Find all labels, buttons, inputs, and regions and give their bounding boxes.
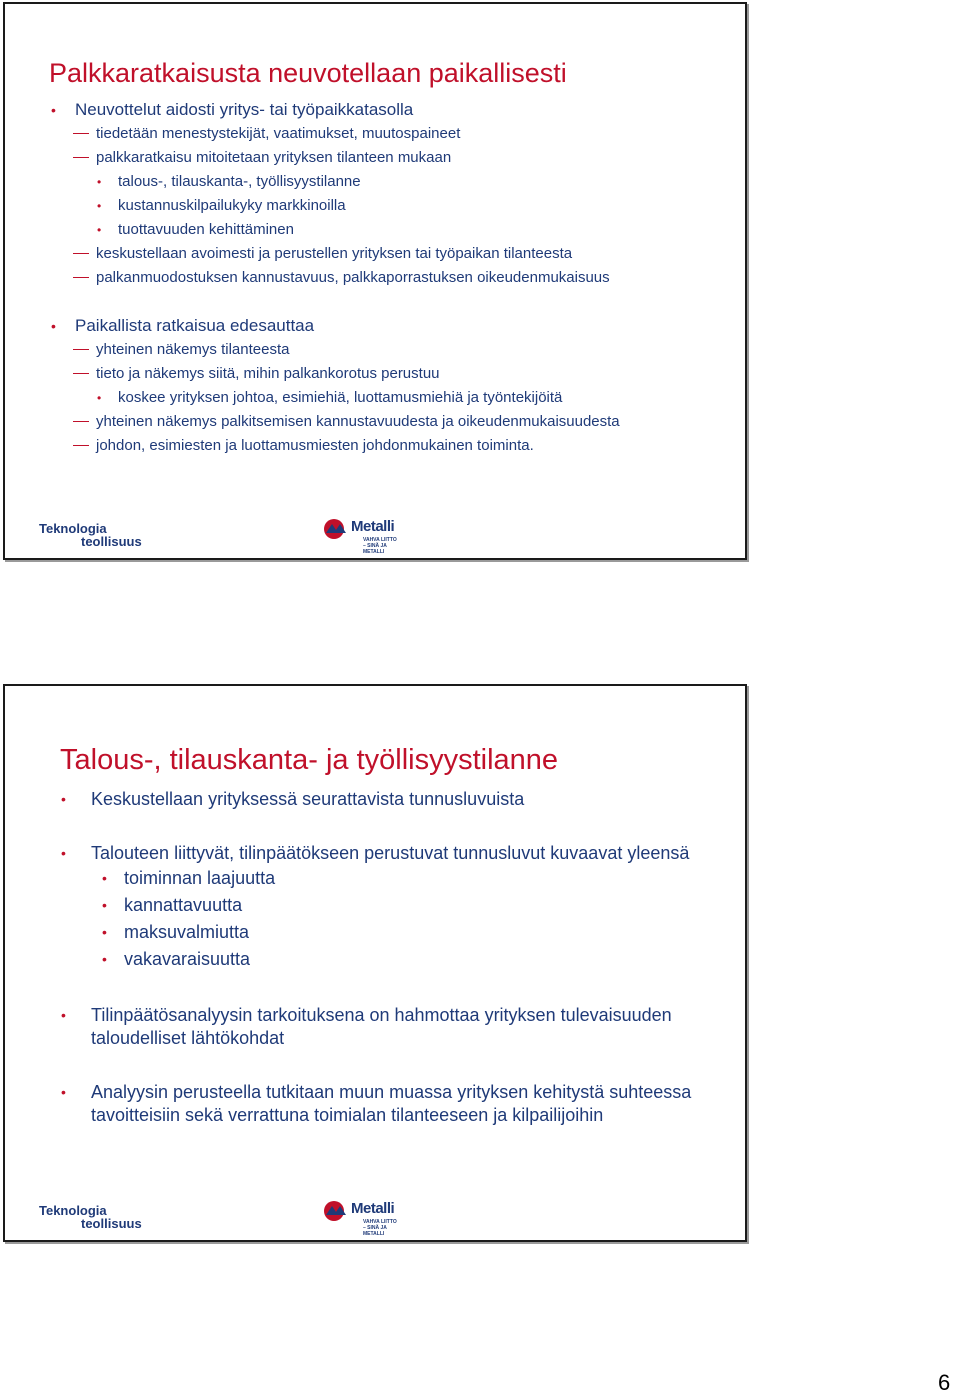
metalli-emblem-icon	[323, 518, 349, 540]
teknologiateollisuus-logo: Teknologia teollisuus	[39, 1203, 142, 1231]
bullet-dot-icon: •	[97, 175, 102, 189]
dash-item: johdon, esimiesten ja luottamusmiesten johdonmukainen toiminta.	[51, 434, 731, 458]
dash-icon	[73, 349, 89, 350]
dash-item: tieto ja näkemys siitä, mihin palkankorotus perustuu	[51, 362, 731, 386]
bullet-dot-icon: •	[97, 391, 102, 405]
sub-bullet-item: • tuottavuuden kehittäminen	[51, 218, 731, 242]
sub-bullet-item: • vakavaraisuutta	[57, 946, 737, 973]
sub-bullet-item: • koskee yrityksen johtoa, esimiehiä, luottamusmiehiä ja työntekijöitä	[51, 386, 731, 410]
bullet-item: • Analyysin perusteella tutkitaan muun muassa yrityksen kehitystä suhteessa	[61, 1082, 692, 1102]
dash-item: yhteinen näkemys palkitsemisen kannustavuudesta ja oikeudenmukaisuudesta	[51, 410, 731, 434]
dash-icon	[73, 445, 89, 446]
bullet-dot-icon: •	[61, 845, 66, 861]
bullet-item: • Talouteen liittyvät, tilinpäätökseen perustuvat tunnusluvut kuvaavat yleensä	[61, 843, 690, 863]
bullet-dot-icon: •	[61, 791, 66, 807]
bullet-item: • Neuvottelut aidosti yritys- tai työpaikkatasolla	[51, 98, 731, 122]
dash-item: yhteinen näkemys tilanteesta	[51, 338, 731, 362]
bullet-dot-icon: •	[102, 870, 107, 886]
bullet-dot-icon: •	[102, 897, 107, 913]
metalliliitto-logo: Metalli VAHVA LIITTO – SINÄ JA METALLI	[323, 1198, 405, 1232]
sub-bullet-item: • maksuvalmiutta	[57, 919, 737, 946]
bullet-continuation: taloudelliset lähtökohdat	[91, 1028, 285, 1048]
slide-title: Palkkaratkaisusta neuvotellaan paikallisesti	[49, 58, 567, 88]
bullet-item: • Keskustellaan yrityksessä seurattavista tunnusluvuista	[61, 789, 525, 809]
dash-icon	[73, 157, 89, 158]
slide-2	[3, 684, 747, 1242]
dash-item: keskustellaan avoimesti ja perustellen yrityksen tai työpaikan tilanteesta	[51, 242, 731, 266]
slide-1	[3, 2, 747, 560]
sub-bullet-item: • kannattavuutta	[57, 892, 737, 919]
slide-title: Talous-, tilauskanta- ja työllisyystilanne	[60, 744, 559, 776]
sub-bullet-item: • kustannuskilpailukyky markkinoilla	[51, 194, 731, 218]
bullet-dot-icon: •	[51, 318, 56, 334]
teknologiateollisuus-logo: Teknologia teollisuus	[39, 521, 142, 549]
metalliliitto-logo: Metalli VAHVA LIITTO – SINÄ JA METALLI	[323, 516, 405, 550]
metalli-emblem-icon	[323, 1200, 349, 1222]
dash-item: palkanmuodostuksen kannustavuus, palkkaporrastuksen oikeudenmukaisuus	[51, 266, 731, 290]
page-number: 6	[938, 1370, 951, 1395]
bullet-dot-icon: •	[61, 1084, 66, 1100]
slide-body	[57, 786, 737, 1127]
bullet-dot-icon: •	[51, 102, 56, 118]
bullet-dot-icon: •	[97, 223, 102, 237]
bullet-dot-icon: •	[61, 1007, 66, 1023]
bullet-continuation: tavoitteisiin sekä verrattuna toimialan tilanteeseen ja kilpailijoihin	[91, 1105, 604, 1125]
bullet-item: • Tilinpäätösanalyysin tarkoituksena on hahmottaa yrityksen tulevaisuuden	[61, 1005, 672, 1025]
bullet-item: • Paikallista ratkaisua edesauttaa	[51, 314, 731, 338]
dash-item: tiedetään menestystekijät, vaatimukset, muutospaineet	[51, 122, 731, 146]
dash-icon	[73, 373, 89, 374]
slide-body	[51, 98, 731, 458]
dash-icon	[73, 133, 89, 134]
dash-icon	[73, 421, 89, 422]
dash-icon	[73, 277, 89, 278]
dash-item: palkkaratkaisu mitoitetaan yrityksen tilanteen mukaan	[51, 146, 731, 170]
sub-bullet-item: • toiminnan laajuutta	[57, 865, 737, 892]
sub-bullet-item: • talous-, tilauskanta-, työllisyystilanne	[51, 170, 731, 194]
bullet-dot-icon: •	[97, 199, 102, 213]
bullet-dot-icon: •	[102, 924, 107, 940]
dash-icon	[73, 253, 89, 254]
bullet-dot-icon: •	[102, 951, 107, 967]
